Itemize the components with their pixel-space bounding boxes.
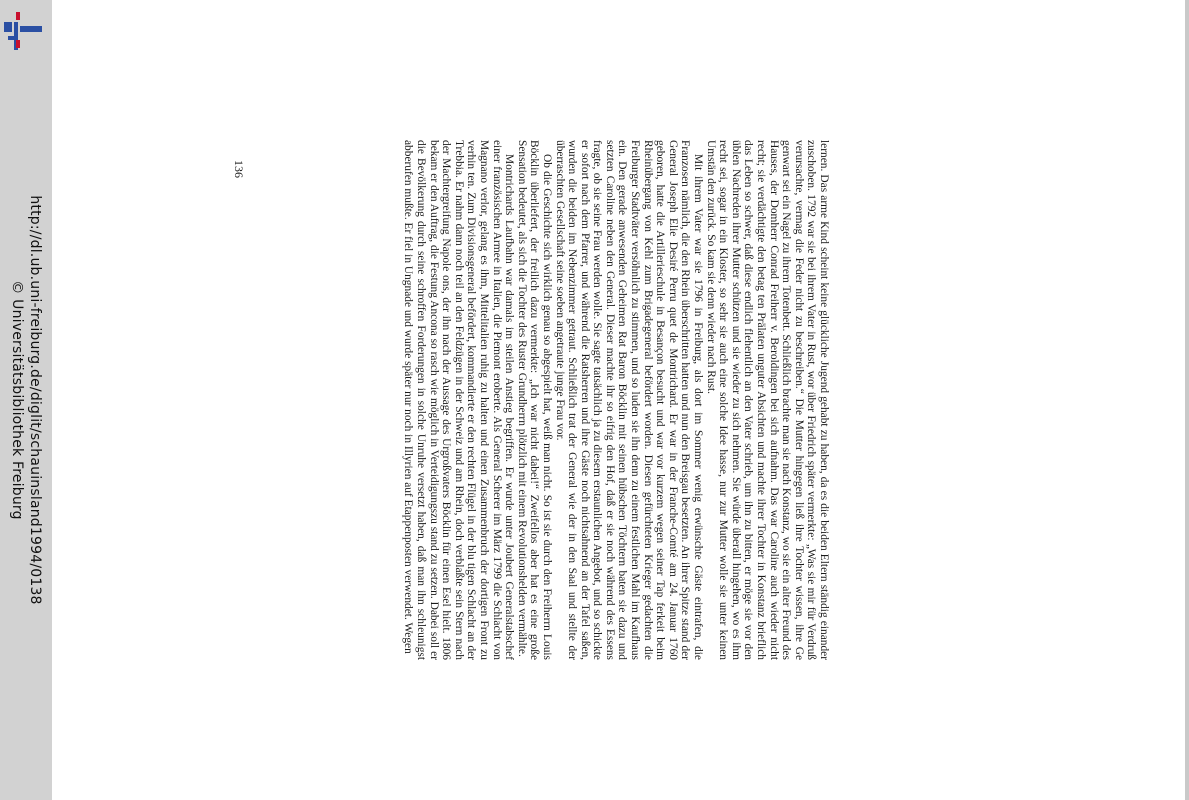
document-page	[236, 140, 996, 660]
ub-freiburg-logo-icon	[2, 10, 44, 50]
paragraph: Ob die Geschichte sich wirklich genau so abgespielt hat, weiß man nicht. So ist sie durch den Freiherrn Louis Böcklin überliefert, der freilich dazu vermerkte: „Ich war nicht dabei!“ Zweifellos aber hat es eine große Sensation bedeutet, als sich die Tochter des Ruster Grundherrn plötzlich mit einem Revolutionshelden vermählte.	[515, 140, 554, 660]
page-body-text	[402, 140, 830, 660]
viewer-sidebar	[0, 0, 52, 800]
viewer-right-edge	[1185, 0, 1189, 800]
paragraph: Mit ihrem Vater war sie 1796 in Freiburg, als dort im Sommer wenig erwünschte Gäste eintrafen, die Franzosen nämlich, die den Rhein überschritten hatten und nun den Breisgau besetzten. An ihrer Spitze stand der General Joseph Elie Desiré Perru quet de Montrichard. Er war in der Franche-Comté am 24. Januar 1760 geboren, hatte die Artillerieschule in Besançon besucht und war vor kurzem wegen seiner Tap ferkeit beim Rheinübergang von Kehl zum Brigadegeneral befördert worden. Diesen gefürchteten Krieger gedachten die Freiburger Stadtväter versöhnlich zu stimmen, und so luden sie ihn denn zu einem festlichen Mahl im Kaufhaus ein. Den gerade anwesenden Geheimen Rat Baron Böcklin mit seinen hübschen Töchtern baten sie dazu und setzten Caroline neben den General. Dieser machte ihr so eifrig den Hof, daß er sie noch während des Essens fragte, ob sie seine Frau werden wolle. Sie sagte tatsächlich ja zu diesem erstaunlichen Angebot, und so schickte er sofort nach dem Pfarrer, und während die Ratsherren und ihre Gäste noch nichtsahnend an der Tafel saßen, wurden die beiden im Nebenzimmer getraut. Schließlich trat der General wie der in den Saal und stellte der überraschten Gesellschaft seine soeben angetraute junge Frau vor.	[553, 140, 705, 660]
page-number: 136	[232, 160, 246, 178]
paragraph: lernen. Das arme Kind scheint keine glückliche Jugend gehabt zu haben, da es die beiden Eltern ständig einander zuschoben. 1792 war sie bei ihrem Vater in Rust, wor über Friedrich später vermerkte: „Was sie mir für Verdruß verursachte, vermag die Feder nicht zu beschreiben.“ Die Mutter hingegen ließ ihre Tochter wissen, ihre Ge genwart sei ein Nagel zu ihrem Totenbett. Schließlich brachte man sie nach Konstanz, wo sie ein alter Freund des Hauses, der Domherr Conrad Freiherr v. Beroldingen bei sich aufnahm. Das war Caroline auch wieder nicht recht; sie verdächtigte den betag ten Prälaten unguter Absichten und machte ihrer Tochter in Konstanz brieflich das Leben so schwer, daß diese endlich flehentlich an den Vater schrieb, um ihn zu bitten, er möge sie vor den üblen Nachreden ihrer Mutter schützen und sie wieder zu sich nehmen. Sie würde überall hingehen, wo es ihm recht sei, sogar in ein Kloster, so sehr sie auch eine solche Idee hasse, nur zur Mutter wolle sie unter keinen Umstän den zurück. So kam sie denn wieder nach Rust.	[704, 140, 831, 660]
paragraph: Montrichards Laufbahn war damals im steilen Anstieg begriffen. Er wurde unter Joubert Generalstabschef einer französischen Armee in Italien, die Piemont eroberte. Als General Scherer im März 1799 die Schlacht von Magnano verlor, gelang es ihm, Mittelitalien ruhig zu halten und einen Zusammenbruch der dortigen Front zu verhin ten. Zum Divisionsgeneral befördert, kommandierte er den rechten Flügel in der blu tigen Schlacht an der Trebbia. Er nahm dann noch teil an den Feldzügen in der Schweiz und am Rhein, doch verblaßte sein Stern nach der Machtergreifung Napole ons, der ihn nach der Aussage des Urgroßvaters Böcklin für einen Esel hielt. 1806 bekam er den Auftrag, die Festung Ancona so rasch wie möglich in Verteidigungszu stand zu setzen. Dabei soll er die Bevölkerung durch seine schroffen Forderungen in solche Unruhe versetzt haben, daß man ihn schleunigst abberufen mußte. Er fiel in Ungnade und wurde später nur noch in Illyrien auf Etappenposten verwendet. Wegen	[402, 140, 516, 660]
credit-url[interactable]: http://dl.ub.uni-freiburg.de/diglit/schauinsland1994/0138	[27, 195, 43, 605]
credit-copyright: © Universitätsbibliothek Freiburg	[9, 280, 25, 520]
page-credit	[8, 195, 44, 604]
